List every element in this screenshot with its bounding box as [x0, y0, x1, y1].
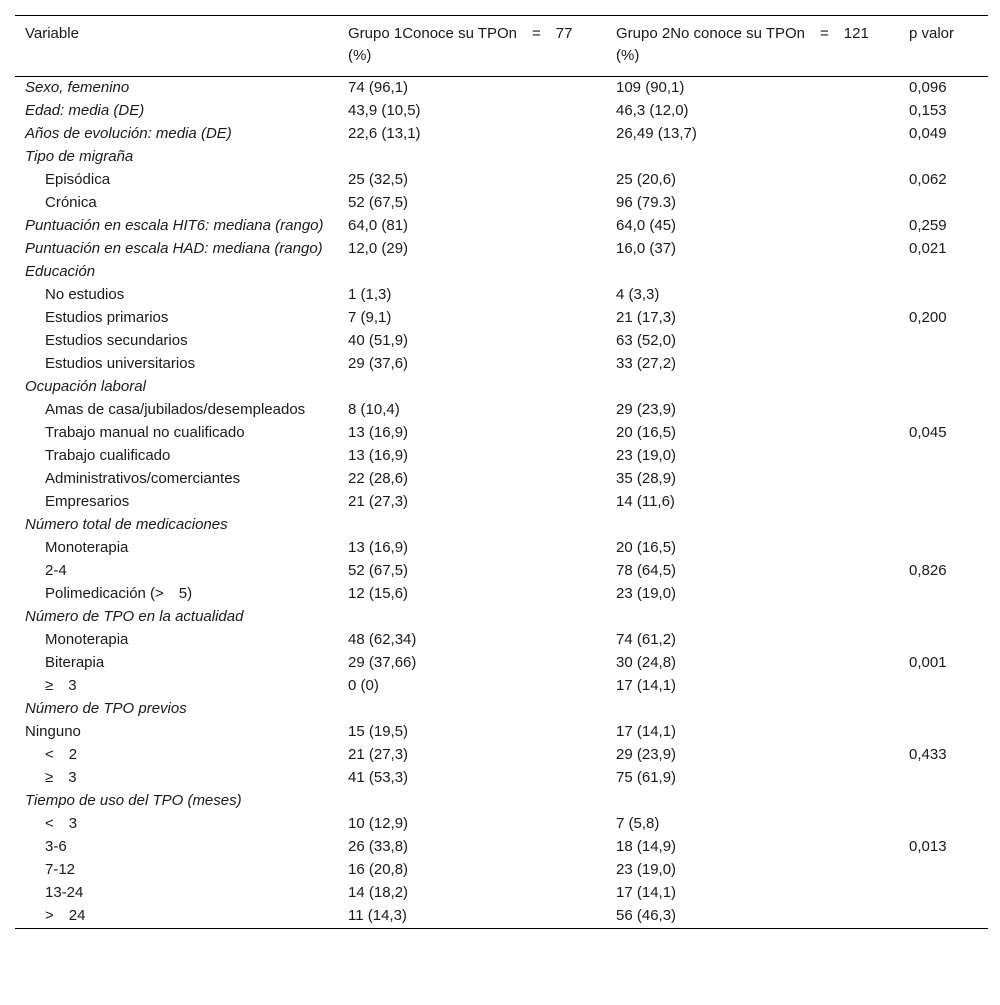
row-g1: 14 (18,2)	[348, 884, 409, 901]
row-g1	[338, 376, 606, 399]
row-p	[899, 330, 988, 353]
row-p	[899, 491, 988, 514]
row-label: Polimedicación (> 5)	[45, 585, 193, 602]
row-g2: 4 (3,3)	[616, 286, 660, 303]
table-header	[15, 16, 988, 77]
row-g2: 29 (23,9)	[616, 746, 677, 763]
row-label: Edad: media (DE)	[25, 102, 145, 119]
table-row	[15, 744, 988, 767]
row-p	[899, 284, 988, 307]
row-p	[899, 606, 988, 629]
row-g2: 17 (14,1)	[616, 884, 677, 901]
row-g2: 75 (61,9)	[616, 769, 677, 786]
row-g1: 12,0 (29)	[348, 240, 409, 257]
row-g2	[606, 261, 899, 284]
table-row	[15, 813, 988, 836]
row-g1: 74 (96,1)	[348, 79, 409, 96]
row-g1: 8 (10,4)	[348, 401, 400, 418]
row-label: Estudios secundarios	[45, 332, 188, 349]
table-row	[15, 652, 988, 675]
row-label: Biterapia	[45, 654, 105, 671]
row-g2: 20 (16,5)	[616, 539, 677, 556]
row-p: 0,001	[909, 654, 947, 671]
row-g2: 29 (23,9)	[616, 401, 677, 418]
row-label: Sexo, femenino	[25, 79, 130, 96]
row-p	[899, 468, 988, 491]
row-g1	[338, 698, 606, 721]
row-p: 0,153	[909, 102, 947, 119]
row-g1: 64,0 (81)	[348, 217, 409, 234]
row-g2: 17 (14,1)	[616, 723, 677, 740]
row-g1: 29 (37,66)	[348, 654, 417, 671]
row-label: Número total de medicaciones	[25, 516, 228, 533]
row-p	[899, 882, 988, 905]
row-g1: 11 (14,3)	[348, 907, 407, 924]
row-g2: 7 (5,8)	[616, 815, 660, 832]
row-p: 0,826	[909, 562, 947, 579]
row-p	[899, 514, 988, 537]
row-label: Estudios universitarios	[45, 355, 196, 372]
row-g1: 13 (16,9)	[348, 424, 409, 441]
row-p	[899, 537, 988, 560]
row-p	[899, 399, 988, 422]
row-p: 0,433	[909, 746, 947, 763]
row-g2: 35 (28,9)	[616, 470, 677, 487]
row-g1: 15 (19,5)	[348, 723, 409, 740]
row-p	[899, 698, 988, 721]
row-g2: 109 (90,1)	[616, 79, 685, 96]
row-g1: 25 (32,5)	[348, 171, 409, 188]
row-label: Tipo de migraña	[25, 148, 134, 165]
row-g2: 30 (24,8)	[616, 654, 677, 671]
row-label: Educación	[25, 263, 96, 280]
row-p: 0,062	[909, 171, 947, 188]
row-p	[899, 905, 988, 929]
row-g2	[606, 698, 899, 721]
table-row	[15, 721, 988, 744]
table-row	[15, 698, 988, 721]
table-row	[15, 330, 988, 353]
row-p: 0,259	[909, 217, 947, 234]
table-row	[15, 514, 988, 537]
row-label: ≥ 3	[45, 677, 77, 694]
row-g1: 43,9 (10,5)	[348, 102, 421, 119]
row-p: 0,200	[909, 309, 947, 326]
row-g2: 46,3 (12,0)	[616, 102, 689, 119]
row-g2: 33 (27,2)	[616, 355, 677, 372]
row-g1: 48 (62,34)	[348, 631, 417, 648]
row-p: 0,013	[909, 838, 947, 855]
table-row	[15, 675, 988, 698]
row-label: Monoterapia	[45, 631, 129, 648]
row-label: Puntuación en escala HIT6: mediana (rango)	[25, 217, 324, 234]
row-p	[899, 767, 988, 790]
table-row	[15, 606, 988, 629]
row-g2: 14 (11,6)	[616, 493, 675, 510]
row-p: 0,049	[909, 125, 947, 142]
row-label: No estudios	[45, 286, 125, 303]
table-row	[15, 284, 988, 307]
row-label: < 3	[45, 815, 78, 832]
row-label: Ocupación laboral	[25, 378, 146, 395]
row-p	[899, 192, 988, 215]
row-label: > 24	[45, 907, 86, 924]
row-p	[899, 146, 988, 169]
table-row	[15, 583, 988, 606]
row-p: 0,045	[909, 424, 947, 441]
row-label: Trabajo cualificado	[45, 447, 171, 464]
table-row	[15, 836, 988, 859]
row-label: Número de TPO en la actualidad	[25, 608, 244, 625]
row-g1: 13 (16,9)	[348, 447, 409, 464]
table-row	[15, 491, 988, 514]
row-label: 7-12	[45, 861, 76, 878]
row-g1	[338, 261, 606, 284]
row-g2: 20 (16,5)	[616, 424, 677, 441]
row-label: Administrativos/comerciantes	[45, 470, 241, 487]
row-label: 13-24	[45, 884, 84, 901]
row-p	[899, 813, 988, 836]
row-p	[899, 261, 988, 284]
table-row	[15, 123, 988, 146]
row-g2	[606, 146, 899, 169]
table-row	[15, 353, 988, 376]
row-label: Episódica	[45, 171, 111, 188]
table-body	[15, 77, 988, 929]
table-row	[15, 192, 988, 215]
table-row	[15, 77, 988, 101]
row-g1: 22,6 (13,1)	[348, 125, 421, 142]
row-label: Años de evolución: media (DE)	[25, 125, 232, 142]
row-p	[899, 721, 988, 744]
table-row	[15, 100, 988, 123]
row-label: < 2	[45, 746, 78, 763]
row-g2: 74 (61,2)	[616, 631, 677, 648]
table-row	[15, 537, 988, 560]
row-g1: 10 (12,9)	[348, 815, 409, 832]
row-g1: 13 (16,9)	[348, 539, 409, 556]
header-pvalue: p valor	[909, 25, 955, 42]
row-p	[899, 629, 988, 652]
row-label: ≥ 3	[45, 769, 77, 786]
row-g2: 17 (14,1)	[616, 677, 677, 694]
demographics-table	[15, 15, 988, 929]
table-row	[15, 882, 988, 905]
row-g1: 29 (37,6)	[348, 355, 409, 372]
row-g2: 23 (19,0)	[616, 585, 677, 602]
row-label: 3-6	[45, 838, 67, 855]
table-row	[15, 376, 988, 399]
row-g2: 21 (17,3)	[616, 309, 677, 326]
row-p: 0,021	[909, 240, 947, 257]
row-label: Número de TPO previos	[25, 700, 187, 717]
row-g2: 16,0 (37)	[616, 240, 677, 257]
header-row	[15, 16, 988, 77]
row-g1: 21 (27,3)	[348, 746, 409, 763]
row-g1: 16 (20,8)	[348, 861, 409, 878]
row-g2: 63 (52,0)	[616, 332, 677, 349]
row-g1	[338, 514, 606, 537]
row-label: Puntuación en escala HAD: mediana (rango)	[25, 240, 323, 257]
row-g1: 21 (27,3)	[348, 493, 409, 510]
table-row	[15, 859, 988, 882]
row-label: Empresarios	[45, 493, 130, 510]
header-group2: Grupo 2No conoce su TPOn = 121 (%)	[616, 25, 869, 64]
row-g1: 7 (9,1)	[348, 309, 392, 326]
row-g2	[606, 790, 899, 813]
row-g1: 12 (15,6)	[348, 585, 409, 602]
row-p	[899, 353, 988, 376]
row-g1	[338, 790, 606, 813]
row-g1: 40 (51,9)	[348, 332, 409, 349]
row-p	[899, 445, 988, 468]
table-row	[15, 238, 988, 261]
table-row	[15, 790, 988, 813]
row-g1: 52 (67,5)	[348, 194, 409, 211]
row-p	[899, 859, 988, 882]
row-g2: 96 (79.3)	[616, 194, 677, 211]
row-g2: 78 (64,5)	[616, 562, 677, 579]
row-label: Tiempo de uso del TPO (meses)	[25, 792, 242, 809]
row-g1: 52 (67,5)	[348, 562, 409, 579]
row-label: Estudios primarios	[45, 309, 169, 326]
row-g2: 26,49 (13,7)	[616, 125, 697, 142]
table-row	[15, 215, 988, 238]
row-p	[899, 376, 988, 399]
table-row	[15, 422, 988, 445]
row-g1	[338, 606, 606, 629]
table-row	[15, 399, 988, 422]
row-p	[899, 583, 988, 606]
row-g1: 22 (28,6)	[348, 470, 409, 487]
table-row	[15, 905, 988, 929]
table-row	[15, 445, 988, 468]
row-g2	[606, 606, 899, 629]
table-row	[15, 767, 988, 790]
row-g2: 23 (19,0)	[616, 447, 677, 464]
header-group1: Grupo 1Conoce su TPOn = 77 (%)	[348, 25, 573, 64]
table-row	[15, 146, 988, 169]
row-label: Amas de casa/jubilados/desempleados	[45, 401, 306, 418]
table-row	[15, 560, 988, 583]
row-g2	[606, 514, 899, 537]
header-variable: Variable	[25, 25, 79, 42]
row-p	[899, 675, 988, 698]
row-g1: 1 (1,3)	[348, 286, 392, 303]
table-row	[15, 261, 988, 284]
row-p: 0,096	[909, 79, 947, 96]
row-label: Crónica	[45, 194, 97, 211]
row-g1	[338, 146, 606, 169]
row-g2: 64,0 (45)	[616, 217, 677, 234]
table-row	[15, 468, 988, 491]
row-label: Monoterapia	[45, 539, 129, 556]
row-g2: 25 (20,6)	[616, 171, 677, 188]
row-g1: 0 (0)	[348, 677, 379, 694]
row-p	[899, 790, 988, 813]
row-g1: 41 (53,3)	[348, 769, 409, 786]
row-g2: 18 (14,9)	[616, 838, 677, 855]
row-g1: 26 (33,8)	[348, 838, 409, 855]
row-label: Ninguno	[25, 723, 81, 740]
row-g2: 56 (46,3)	[616, 907, 677, 924]
row-label: 2-4	[45, 562, 67, 579]
row-g2	[606, 376, 899, 399]
row-g2: 23 (19,0)	[616, 861, 677, 878]
table-row	[15, 169, 988, 192]
table-row	[15, 629, 988, 652]
row-label: Trabajo manual no cualificado	[45, 424, 245, 441]
table-row	[15, 307, 988, 330]
